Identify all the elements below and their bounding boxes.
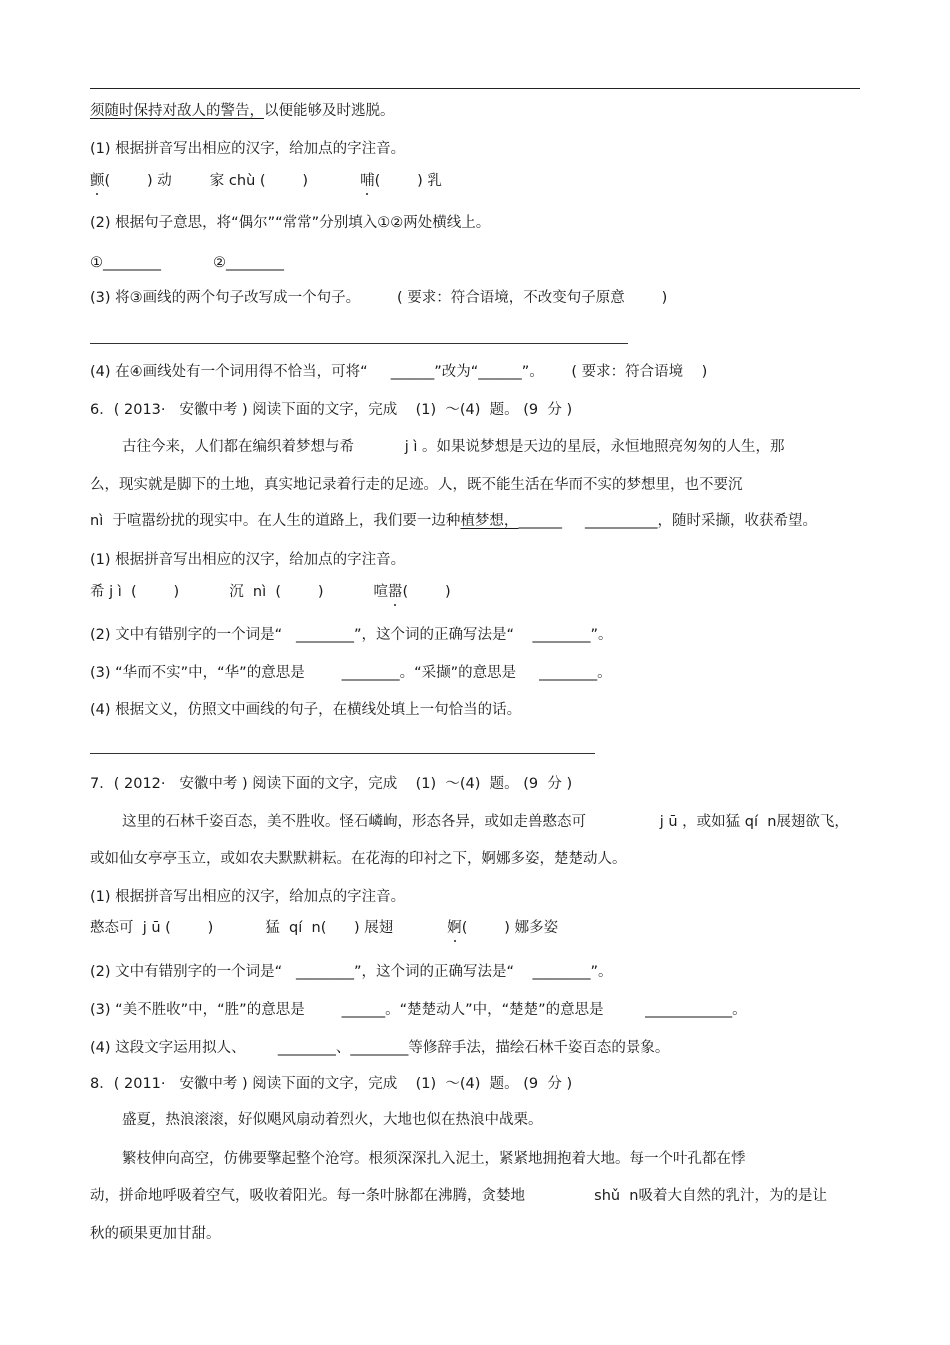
question-prompt: (2) 文中有错别字的一个词是“ ________”，这个词的正确写法是“ ________”。	[90, 627, 613, 643]
passage-line: 这里的石林千姿百态，美不胜收。怪石嶙峋，形态各异，或如走兽憨态可 j ū ，或如猛 qí n展翅欲飞，	[122, 814, 849, 830]
passage-line: 么，现实就是脚下的土地，真实地记录着行走的足迹。人，既不能生活在华而不实的梦想里，也不要沉	[90, 477, 743, 493]
passage-line: 秋的硕果更加甘甜。	[90, 1226, 221, 1242]
question-heading: 6．( 2013· 安徽中考 ) 阅读下面的文字，完成 (1) ～(4) 题。 (9 分 )	[90, 402, 573, 418]
passage-line: 繁枝伸向高空，仿佛要擎起整个沧穹。根须深深扎入泥土，紧紧地拥抱着大地。每一个叶孔都在悸	[122, 1151, 746, 1167]
underlined-phrase: 植梦想，	[460, 513, 519, 529]
question-prompt: (3) “华而不实”中，“华”的意思是 ________。“采撷”的意思是 ________。	[90, 665, 612, 681]
question-heading: 7．( 2012· 安徽中考 ) 阅读下面的文字，完成 (1) ～(4) 题。 (9 分 )	[90, 776, 573, 792]
passage-line: 或如仙女亭亭玉立，或如农夫默默耕耘。在花海的印衬之下，婀娜多姿，楚楚动人。	[90, 851, 627, 867]
dotted-character: 颤	[90, 173, 105, 189]
dotted-character: 哺	[360, 173, 375, 189]
text-line: 须随时保持对敌人的警告，以便能够及时逃脱。	[90, 103, 395, 119]
pinyin-item-row: 希 j ì ( ) 沉 nì ( ) 喧嚣( )	[90, 584, 451, 600]
question-prompt: (1) 根据拼音写出相应的汉字，给加点的字注音。	[90, 552, 406, 568]
blank-row: ①________ ②________	[90, 255, 284, 271]
question-prompt: (1) 根据拼音写出相应的汉字，给加点的字注音。	[90, 141, 406, 157]
answer-line	[90, 343, 628, 344]
question-heading: 8．( 2011· 安徽中考 ) 阅读下面的文字，完成 (1) ～(4) 题。 (9 分 )	[90, 1076, 573, 1092]
header-rule	[90, 88, 860, 89]
passage-line: 盛夏，热浪滚滚，好似飓风扇动着烈火，大地也似在热浪中战栗。	[122, 1112, 543, 1128]
passage-line: nì 于喧嚣纷扰的现实中。在人生的道路上，我们要一边种植梦想，______ __________，随时采撷，收获希望。	[90, 513, 817, 529]
pinyin-item-row: 颤( ) 动 家 chù ( ) 哺( ) 乳	[90, 173, 442, 189]
question-prompt: (2) 文中有错别字的一个词是“ ________”，这个词的正确写法是“ ________”。	[90, 964, 613, 980]
question-prompt: (4) 根据文义，仿照文中画线的句子，在横线处填上一句恰当的话。	[90, 702, 522, 718]
pinyin-item-row: 憨态可 j ū ( ) 猛 qí n( ) 展翅 婀( ) 娜多姿	[90, 920, 559, 936]
question-prompt: (2) 根据句子意思，将“偶尔”“常常”分别填入①②两处横线上。	[90, 215, 491, 231]
question-prompt: (1) 根据拼音写出相应的汉字，给加点的字注音。	[90, 889, 406, 905]
passage-line: 动，拼命地呼吸着空气，吸收着阳光。每一条叶脉都在沸腾，贪婪地 shǔ n吸着大自然的乳汁，为的是让	[90, 1188, 827, 1204]
passage-line: 古往今来，人们都在编织着梦想与希 j ì 。如果说梦想是天边的星辰，永恒地照亮匆匆的人生，那	[122, 439, 785, 455]
question-prompt: (4) 这段文字运用拟人、 ________、________等修辞手法，描绘石林千姿百态的景象。	[90, 1040, 670, 1056]
question-prompt: (3) 将③画线的两个句子改写成一个句子。 ( 要求：符合语境，不改变句子原意 )	[90, 290, 668, 306]
question-prompt: (4) 在④画线处有一个词用得不恰当，可将“ ______”改为“______”。 ( 要求：符合语境 )	[90, 364, 708, 380]
question-prompt: (3) “美不胜收”中，“胜”的意思是 ______。“楚楚动人”中，“楚楚”的意思是 ____________。	[90, 1002, 747, 1018]
underlined-phrase: 须随时保持对敌人的警告，	[90, 103, 264, 119]
dotted-character: 嚣	[388, 584, 403, 600]
dotted-character: 婀	[447, 920, 462, 936]
answer-line	[90, 753, 595, 754]
